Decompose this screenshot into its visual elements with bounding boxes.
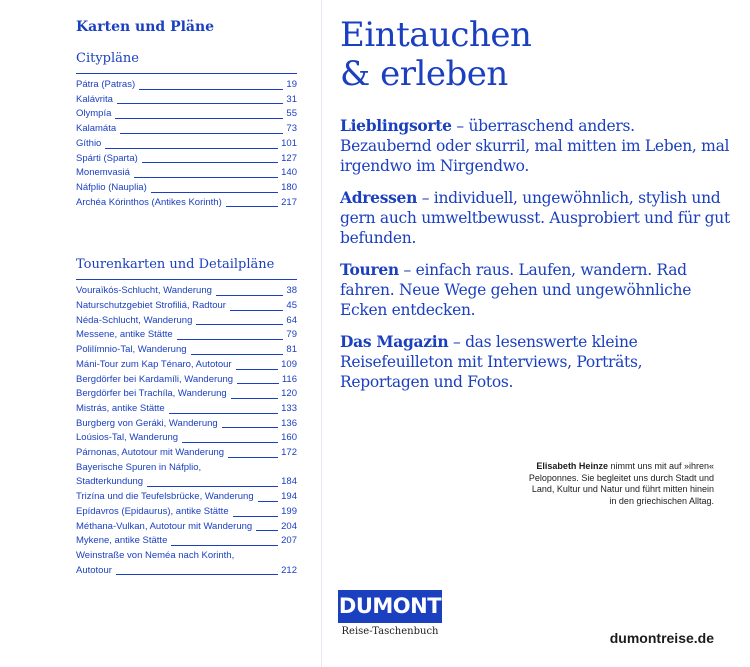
list-item[interactable]: [76, 196, 297, 211]
list-item[interactable]: [76, 284, 297, 299]
list-item[interactable]: [76, 417, 297, 432]
page-number: 120: [281, 388, 297, 400]
list-item-label: Mykene, antike Stätte: [76, 535, 168, 547]
section-keyword: Das Magazin: [340, 332, 449, 351]
list-item-label: Kalávrita: [76, 93, 113, 105]
list-item-label: Bayerische Spuren in Náfplio,: [76, 461, 202, 473]
list-item-label: Máni-Tour zum Kap Ténaro, Autotour: [76, 358, 232, 370]
logo-subtitle: Reise-Taschenbuch: [341, 626, 439, 637]
page-number: 19: [286, 79, 297, 90]
list-item[interactable]: [76, 520, 297, 535]
author-name: Elisabeth Heinze: [536, 461, 608, 471]
list-item[interactable]: [76, 78, 297, 93]
list-item-label: Monemvasiá: [76, 167, 130, 179]
leader-line: [233, 516, 279, 517]
leader-line: [116, 574, 278, 575]
list-item[interactable]: [76, 534, 297, 549]
page-number: 194: [281, 491, 297, 503]
list-item[interactable]: [76, 181, 297, 196]
page-number: 38: [286, 285, 297, 297]
page-number: 204: [281, 520, 297, 532]
page-title-line-1: Eintauchen: [340, 15, 532, 55]
page-number: 73: [286, 123, 297, 135]
page-number: 184: [281, 476, 297, 488]
leader-line: [216, 295, 284, 296]
list-item-label: Polilímnio-Tal, Wanderung: [76, 344, 187, 356]
section-text: – überraschend anders. Bezaubernd oder skurril, mal mitten im Leben, mal irgendwo im Nirgendwo.: [340, 117, 730, 175]
page-number: 81: [286, 344, 297, 356]
list-item[interactable]: [76, 431, 297, 446]
list-item-label: Kalamáta: [76, 123, 117, 135]
section-keyword: Adressen: [340, 188, 418, 207]
website-link[interactable]: dumontreise.de: [609, 630, 714, 646]
list-item[interactable]: [76, 490, 297, 505]
section-text: – einfach raus. Laufen, wandern. Rad fahren. Neue Wege gehen und ungewöhnliche Ecken entdecken.: [340, 261, 692, 319]
leader-line: [147, 486, 278, 487]
leader-line: [139, 89, 283, 90]
list-item-label: Bergdörfer bei Trachíla, Wanderung: [76, 388, 227, 400]
list-item-label: Loúsios-Tal, Wanderung: [76, 432, 179, 444]
tour-maps-list-multi-2: [76, 549, 297, 578]
section-keyword: Touren: [340, 260, 399, 279]
list-item[interactable]: [76, 122, 297, 137]
list-item[interactable]: [76, 549, 297, 578]
city-maps-heading: Citypläne: [76, 51, 139, 66]
leader-line: [115, 118, 283, 119]
feature-intro: [340, 16, 730, 392]
list-item-label: Náfplio (Nauplia): [76, 181, 147, 193]
page-number: 55: [286, 108, 297, 120]
list-item-label: Stadterkundung: [76, 476, 144, 488]
leader-line: [228, 457, 278, 458]
page-number: 31: [286, 93, 297, 105]
leader-line: [182, 442, 278, 443]
page-title-line-2: & erleben: [340, 54, 508, 94]
list-item[interactable]: [76, 152, 297, 167]
tour-maps-list-b: [76, 490, 297, 549]
section-adressen: [340, 188, 730, 248]
list-item[interactable]: [76, 299, 297, 314]
list-item-label: Párnonas, Autotour mit Wanderung: [76, 447, 225, 459]
section-text: – das lesenswerte kleine Reisefeuilleton mit Interviews, Porträts, Reportagen und Fotos.: [340, 333, 643, 391]
list-item-label: Néda-Schlucht, Wanderung: [76, 314, 193, 326]
list-item[interactable]: [76, 93, 297, 108]
list-item[interactable]: [76, 107, 297, 122]
tour-maps-list: [76, 284, 297, 460]
page-number: 79: [286, 329, 297, 341]
leader-line: [196, 324, 283, 325]
tour-maps-heading: Tourenkarten und Detailpläne: [76, 257, 275, 273]
list-item-label: Spárti (Sparta): [76, 152, 138, 164]
list-item-label: Vouraïkós-Schlucht, Wanderung: [76, 285, 212, 297]
page-number: 160: [281, 432, 297, 444]
list-item-label: Bergdörfer bei Kardamíli, Wanderung: [76, 373, 234, 385]
leader-line: [256, 530, 278, 531]
author-text: nimmt uns mit auf »ihren« Peloponnes. Sie begleitet uns durch Stadt und Land, Kultur und Natur und führt mitten hinein in den griechischen Alltag.: [528, 461, 714, 506]
page-number: 172: [281, 447, 297, 459]
leader-line: [237, 383, 279, 384]
list-item-label: Gíthio: [76, 137, 102, 149]
divider-rule: [76, 73, 297, 74]
leader-line: [236, 369, 279, 370]
author-blurb: [524, 461, 714, 507]
page-number: 116: [281, 373, 297, 385]
section-lieblingsorte: [340, 116, 730, 176]
index-heading: Karten und Pläne: [76, 19, 215, 35]
section-magazin: [340, 332, 730, 392]
leader-line: [105, 148, 278, 149]
list-item-label: Autotour: [76, 564, 112, 576]
list-item[interactable]: [76, 328, 297, 343]
list-item[interactable]: [76, 402, 297, 417]
leader-line: [230, 310, 283, 311]
list-item-label: Weinstraße von Neméa nach Korinth,: [76, 549, 235, 561]
leader-line: [191, 354, 284, 355]
leader-line: [222, 427, 278, 428]
list-item[interactable]: [76, 343, 297, 358]
page-number: 64: [286, 314, 297, 326]
page-number: 136: [281, 417, 297, 429]
leader-line: [120, 133, 283, 134]
leader-line: [117, 103, 283, 104]
leader-line: [231, 398, 278, 399]
page-number: 217: [281, 196, 297, 208]
list-item[interactable]: [76, 358, 297, 373]
page-number: 45: [286, 300, 297, 312]
page-divider: [321, 0, 322, 667]
list-item[interactable]: [76, 387, 297, 402]
list-item-label: Olympía: [76, 108, 112, 120]
page-number: 133: [281, 402, 297, 414]
list-item-label: Archéa Kórinthos (Antikes Korinth): [76, 196, 222, 208]
list-item-label: Messene, antike Stätte: [76, 329, 173, 341]
list-item[interactable]: [76, 166, 297, 181]
list-item-label: Méthana-Vulkan, Autotour mit Wanderung: [76, 520, 253, 532]
leader-line: [226, 206, 278, 207]
leader-line: [177, 339, 284, 340]
divider-rule: [76, 279, 297, 280]
section-text: – individuell, ungewöhnlich, stylish und gern auch umweltbewusst. Ausprobiert und für gut befunden.: [340, 189, 730, 247]
page-number: 140: [281, 167, 297, 179]
page-number: 180: [281, 181, 297, 193]
list-item-label: Naturschutzgebiet Strofiliá, Radtour: [76, 300, 226, 312]
list-item[interactable]: [76, 373, 297, 388]
page-number: 212: [281, 564, 297, 576]
dumont-logo: [338, 590, 442, 637]
leader-line: [258, 501, 279, 502]
page-number: 127: [281, 152, 297, 164]
section-keyword: Lieblingsorte: [340, 116, 452, 135]
list-item-label: Mistrás, antike Stätte: [76, 402, 165, 414]
leader-line: [169, 413, 278, 414]
list-item[interactable]: [76, 446, 297, 461]
list-item[interactable]: [76, 461, 297, 490]
map-index: [76, 18, 297, 578]
leader-line: [134, 177, 278, 178]
list-item[interactable]: [76, 137, 297, 152]
tour-maps-list-multi-1: [76, 461, 297, 490]
list-item[interactable]: [76, 314, 297, 329]
page-number: 207: [281, 535, 297, 547]
page-number: 199: [281, 505, 297, 517]
list-item-label: Trizína und die Teufelsbrücke, Wanderung: [76, 491, 254, 503]
leader-line: [142, 162, 278, 163]
page-number: 109: [281, 358, 297, 370]
city-maps-list: [76, 78, 297, 210]
section-touren: [340, 260, 730, 320]
leader-line: [151, 192, 278, 193]
list-item[interactable]: [76, 505, 297, 520]
list-item-label: Pátra (Patras): [76, 79, 136, 90]
leader-line: [171, 545, 278, 546]
list-item-label: Burgberg von Geráki, Wanderung: [76, 417, 218, 429]
logo-brand: DUMONT: [338, 590, 442, 623]
page-number: 101: [281, 137, 297, 149]
list-item-label: Epídavros (Epidaurus), antike Stätte: [76, 505, 229, 517]
